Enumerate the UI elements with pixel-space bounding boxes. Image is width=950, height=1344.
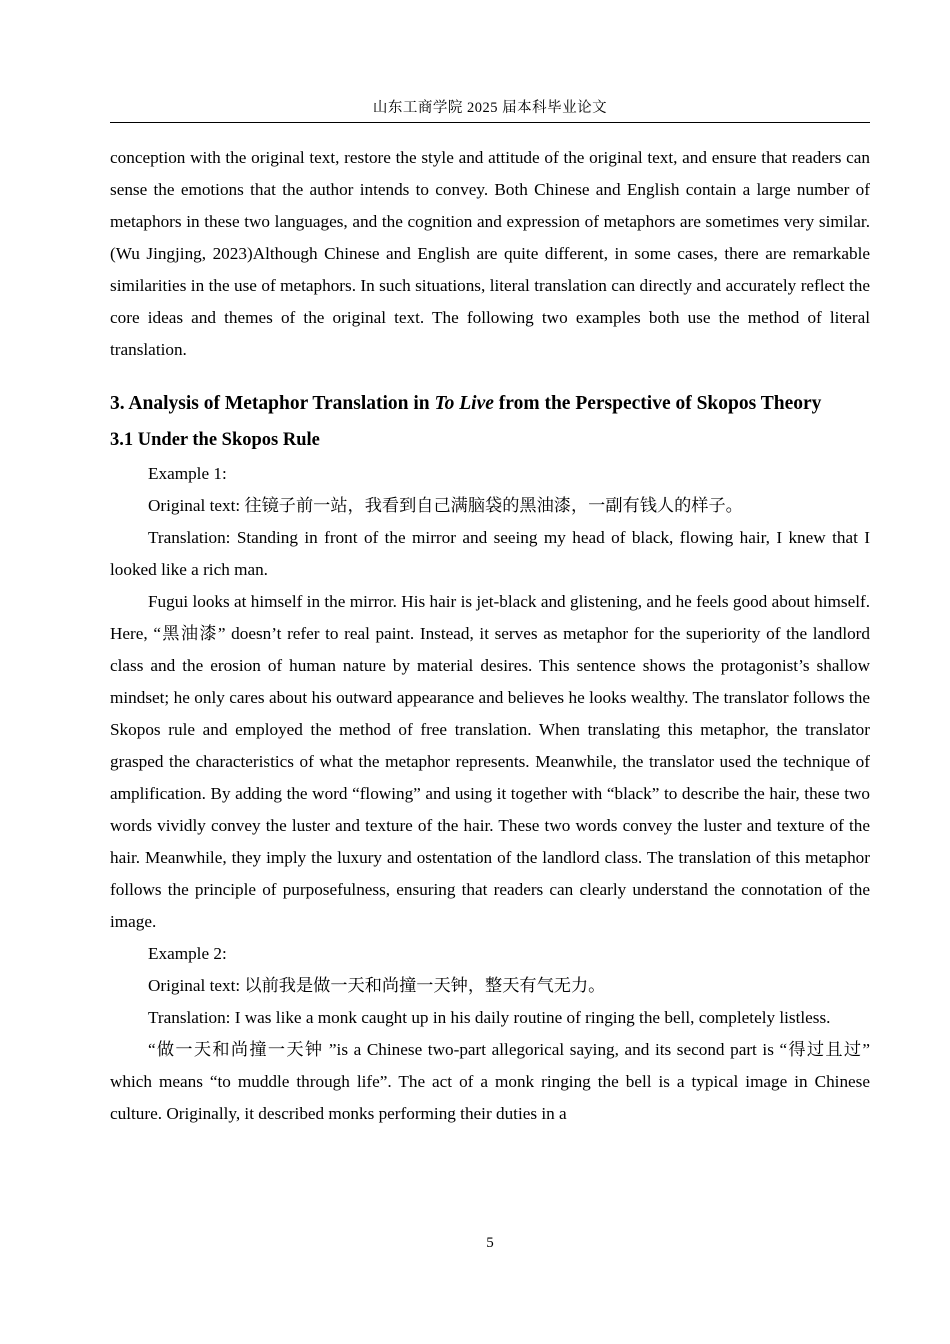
header-divider [110, 122, 870, 123]
section-heading-3-part1: 3. Analysis of Metaphor Translation in [110, 393, 435, 414]
paragraph-intro: conception with the original text, restore the style and attitude of the original text, and ensure that readers can sense the emotions that the author intends to convey. Both Chinese and English contain a large number of metaphors in these two languages, and the cognition and expression of metaphors are sometimes very similar.(Wu Jingjing, 2023)Although Chinese and English are quite different, in some cases, there are remarkable similarities in the use of metaphors. In such situations, literal translation can directly and accurately reflect the core ideas and themes of the original text. The following two examples both use the method of literal translation. [110, 148, 870, 359]
example-2-analysis: “做一天和尚撞一天钟 ”is a Chinese two-part allegorical saying, and its second part is “得过且过” which means “to muddle through life”. The act of a monk ringing the bell is a typical image in Chinese culture. Originally, it described monks performing their duties in a [110, 1040, 870, 1123]
page-content [110, 142, 870, 1130]
section-heading-3-title: To Live [434, 393, 494, 414]
section-heading-3-part2: from the Perspective of Skopos Theory [493, 393, 822, 414]
example-1-label: Example 1: [148, 464, 227, 483]
page-header: 山东工商学院 2025 届本科毕业论文 [372, 100, 608, 116]
example-2-original: Original text: 以前我是做一天和尚撞一天钟，整天有气无力。 [148, 976, 606, 995]
example-2-label: Example 2: [148, 944, 227, 963]
section-heading-3-1: 3.1 Under the Skopos Rule [110, 430, 320, 450]
page-number: 5 [486, 1235, 494, 1251]
example-1-original: Original text: 往镜子前一站，我看到自己满脑袋的黑油漆，一副有钱人的样子。 [148, 496, 743, 515]
section-heading-3 [110, 388, 870, 420]
example-1-analysis: Fugui looks at himself in the mirror. His hair is jet-black and glistening, and he feels good about himself. Here, “黑油漆” doesn’t refer to real paint. Instead, it serves as metaphor for the superiority of the landlord class and the erosion of human nature by material desires. This sentence shows the protagonist’s shallow mindset; he only cares about his outward appearance and believes he looks wealthy. The translator follows the Skopos rule and employed the method of free translation. When translating this metaphor, the translator grasped the characteristics of what the metaphor represents. Meanwhile, the translator used the technique of amplification. By adding the word “flowing” and using it together with “black” to describe the hair, these two words vividly convey the luster and texture of the hair. These two words convey the luster and texture of the hair. Meanwhile, they imply the luxury and ostentation of the landlord class. The translation of this metaphor follows the principle of purposefulness, ensuring that readers can clearly understand the connotation of the image. [110, 592, 870, 931]
example-1-translation: Translation: Standing in front of the mirror and seeing my head of black, flowing hair, I knew that I looked like a rich man. [110, 528, 870, 579]
example-2-translation: Translation: I was like a monk caught up in his daily routine of ringing the bell, completely listless. [148, 1008, 831, 1027]
